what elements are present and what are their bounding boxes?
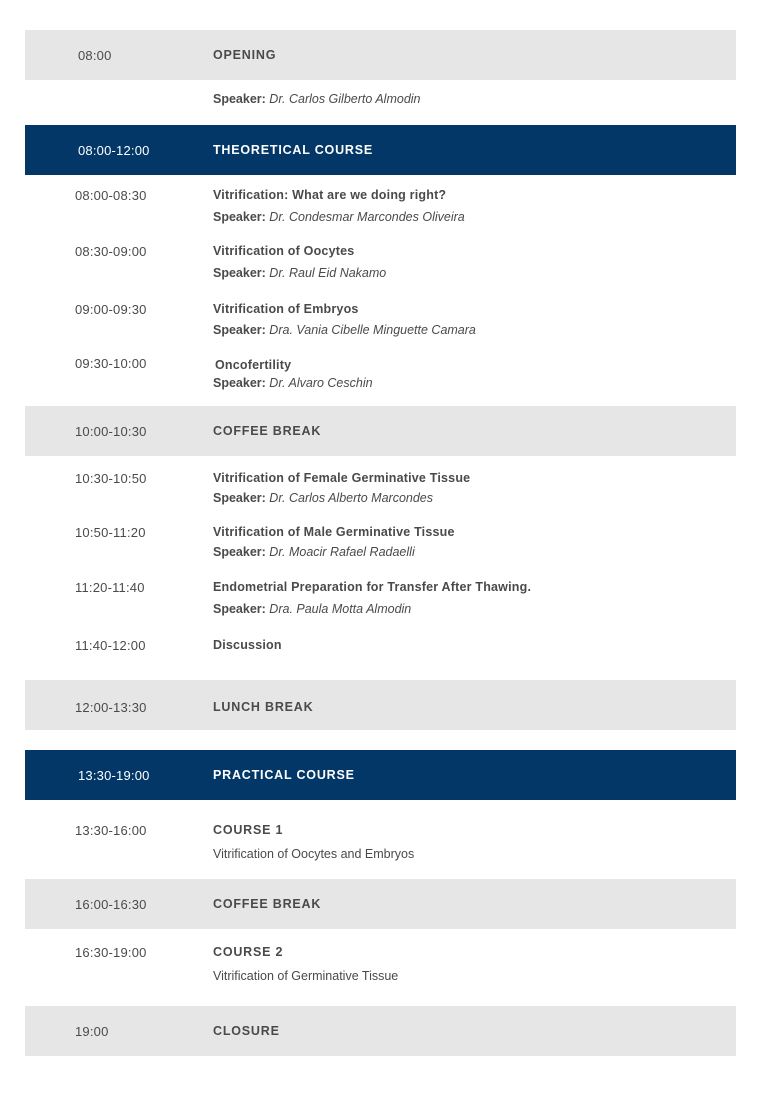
opening-speaker [213,92,421,106]
speaker-name: Dr. Raul Eid Nakamo [269,266,387,280]
course-2-time: 16:30-19:00 [75,945,147,960]
session-time: 09:30-10:00 [75,356,147,371]
course-2-title: COURSE 2 [213,945,284,959]
speaker-label: Speaker: [213,545,266,559]
speaker-label: Speaker: [213,376,266,390]
session-time: 11:20-11:40 [75,580,145,595]
opening-row [25,30,736,80]
lunch-break-row [25,680,736,730]
closure-title: CLOSURE [213,1024,280,1038]
lunch-break-title: LUNCH BREAK [213,700,314,714]
opening-time: 08:00 [78,48,112,63]
speaker-name: Dra. Paula Motta Almodin [269,602,412,616]
session-speaker [213,376,373,390]
session-title: Vitrification of Embryos [213,302,359,316]
course-1-subtitle: Vitrification of Oocytes and Embryos [213,847,415,861]
coffee-break-row [25,406,736,456]
speaker-name: Dra. Vania Cibelle Minguette Camara [269,323,476,337]
speaker-name: Dr. Alvaro Ceschin [269,376,373,390]
practical-title: PRACTICAL COURSE [213,768,355,782]
discussion-title: Discussion [213,638,282,652]
session-speaker [213,266,386,280]
session-title: Vitrification of Male Germinative Tissue [213,525,455,539]
coffee-break-title: COFFEE BREAK [213,424,322,438]
session-title: Vitrification of Female Germinative Tissue [213,471,471,485]
session-title: Oncofertility [215,358,292,372]
coffee-break-row [25,879,736,929]
speaker-label: Speaker: [213,210,266,224]
session-time: 08:00-08:30 [75,188,147,203]
course-1-title: COURSE 1 [213,823,284,837]
practical-time: 13:30-19:00 [78,768,150,783]
discussion-time: 11:40-12:00 [75,638,146,653]
closure-row [25,1006,736,1056]
speaker-label: Speaker: [213,266,266,280]
opening-title: OPENING [213,48,277,62]
theoretical-title: THEORETICAL COURSE [213,143,374,157]
session-speaker [213,210,465,224]
session-title: Vitrification of Oocytes [213,244,355,258]
session-speaker [213,545,415,559]
course-2-subtitle: Vitrification of Germinative Tissue [213,969,399,983]
course-1-time: 13:30-16:00 [75,823,147,838]
coffee-break-time: 10:00-10:30 [75,424,147,439]
session-time: 09:00-09:30 [75,302,147,317]
theoretical-time: 08:00-12:00 [78,143,150,158]
coffee-break-title: COFFEE BREAK [213,897,322,911]
session-title: Endometrial Preparation for Transfer After Thawing. [213,580,532,594]
speaker-label: Speaker: [213,491,266,505]
theoretical-course-header [25,125,736,175]
session-title: Vitrification: What are we doing right? [213,188,447,202]
speaker-name: Dr. Condesmar Marcondes Oliveira [269,210,465,224]
lunch-break-time: 12:00-13:30 [75,700,147,715]
session-time: 10:30-10:50 [75,471,147,486]
closure-time: 19:00 [75,1024,109,1039]
session-speaker [213,491,433,505]
session-time: 10:50-11:20 [75,525,146,540]
speaker-label: Speaker: [213,92,266,106]
session-time: 08:30-09:00 [75,244,147,259]
speaker-label: Speaker: [213,602,266,616]
coffee-break-time: 16:00-16:30 [75,897,147,912]
practical-course-header [25,750,736,800]
speaker-name: Dr. Carlos Gilberto Almodin [269,92,421,106]
session-speaker [213,323,476,337]
speaker-label: Speaker: [213,323,266,337]
speaker-name: Dr. Carlos Alberto Marcondes [269,491,434,505]
speaker-name: Dr. Moacir Rafael Radaelli [269,545,415,559]
session-speaker [213,602,411,616]
